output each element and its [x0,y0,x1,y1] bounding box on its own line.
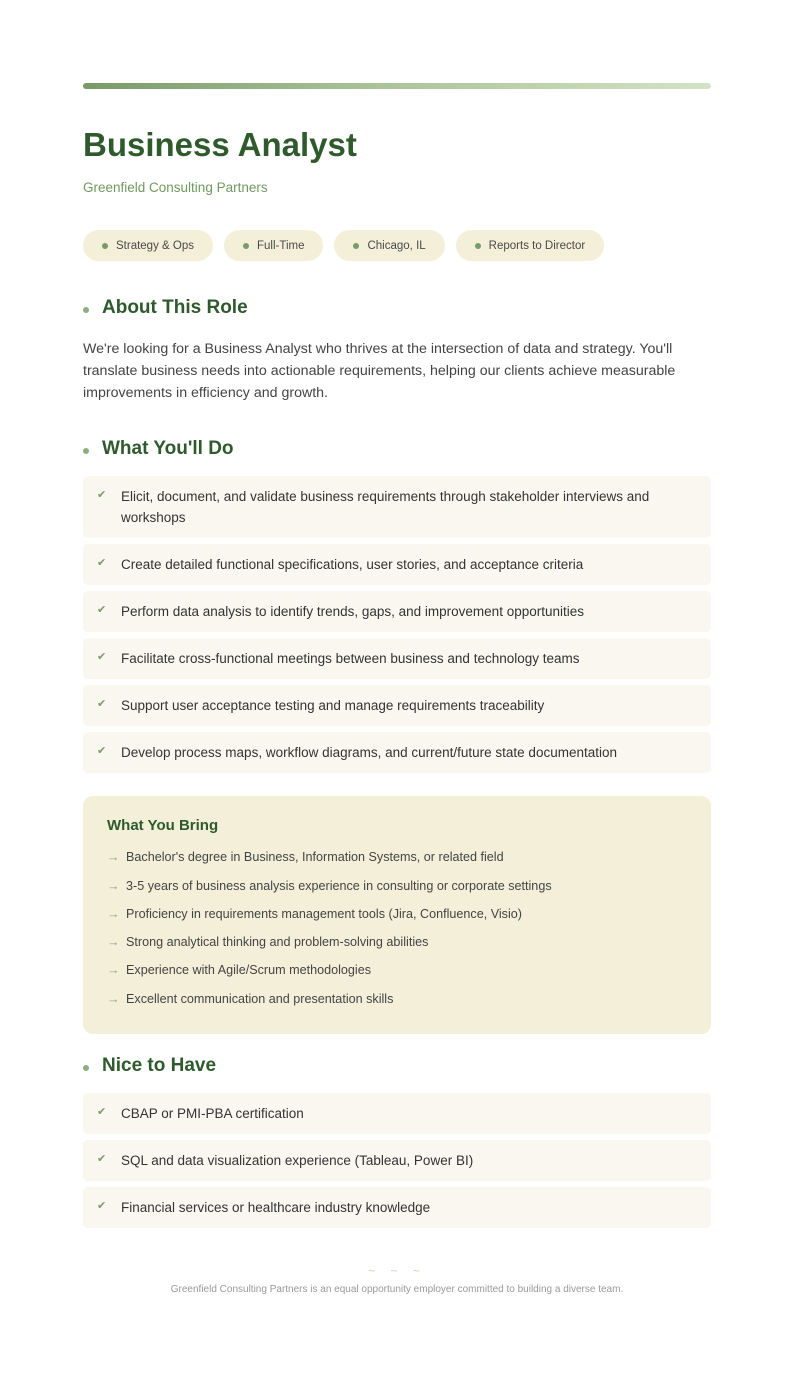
check-icon: ✔ [97,557,107,570]
bullet-dot-icon [83,307,89,313]
list-item-text: Financial services or healthcare industry knowledge [121,1200,431,1216]
arrow-right-icon: → [107,991,120,1006]
list-item-text: Perform data analysis to identify trends, gaps, and improvement opportunities [121,604,584,620]
list-item-text: 3-5 years of business analysis experience in consulting or corporate settings [126,878,552,893]
tag-label: Full-Time [256,239,305,252]
bullet-dot-icon [353,243,359,249]
list-item-text: Create detailed functional specifications, user stories, and acceptance criteria [121,557,584,573]
list-item-text: Facilitate cross-functional meetings between business and technology teams [121,651,580,667]
requirements-title: What You Bring [107,817,219,835]
nice-to-have-section-heading [83,1055,711,1077]
bullet-dot-icon [475,243,481,249]
check-icon: ✔ [97,489,107,502]
list-item [83,476,711,538]
tag-label: Reports to Director [488,239,586,252]
footer-text: Greenfield Consulting Partners is an equal opportunity employer committed to building a diverse team. [170,1284,624,1296]
arrow-right-icon: → [107,906,120,921]
tag-location [334,230,444,261]
list-item-text: Bachelor's degree in Business, Information Systems, or related field [126,850,504,865]
tag-department [83,230,213,261]
list-item [83,732,711,773]
job-tags [83,230,711,261]
arrow-right-icon: → [107,963,120,978]
list-item-text: Support user acceptance testing and manage requirements traceability [121,698,545,714]
check-icon: ✔ [97,1153,107,1166]
tag-reporting [456,230,605,261]
list-item [83,591,711,632]
section-title: Nice to Have [102,1055,217,1077]
list-item-text: Strong analytical thinking and problem-solving abilities [126,935,429,950]
section-title: About This Role [102,297,248,319]
list-item [83,544,711,585]
list-item-text: Excellent communication and presentation skills [126,991,394,1006]
nice-to-have-list [83,1093,711,1228]
list-item [107,990,687,1008]
list-item-text: CBAP or PMI-PBA certification [121,1106,304,1122]
about-section-heading [83,297,711,319]
tag-employment-type [224,230,324,261]
bullet-dot-icon [83,448,89,454]
list-item-text: Develop process maps, workflow diagrams, and current/future state documentation [121,745,617,761]
list-item [107,877,687,895]
tag-label: Strategy & Ops [116,239,194,252]
arrow-right-icon: → [107,850,120,865]
company-name: Greenfield Consulting Partners [83,180,268,196]
list-item [107,961,687,979]
list-item [107,848,687,866]
header-accent-bar [83,83,711,89]
arrow-right-icon: → [107,935,120,950]
section-title: What You'll Do [102,438,234,460]
list-item-text: Elicit, document, and validate business requirements through stakeholder interviews and workshops [121,489,650,526]
check-icon: ✔ [97,698,107,711]
list-item [83,1093,711,1134]
responsibilities-section-heading [83,438,711,460]
list-item-text: Experience with Agile/Scrum methodologies [126,963,372,978]
check-icon: ✔ [97,1200,107,1213]
check-icon: ✔ [97,1106,107,1119]
arrow-right-icon: → [107,878,120,893]
bullet-dot-icon [243,243,249,249]
responsibilities-list [83,476,711,773]
tag-label: Chicago, IL [367,239,426,252]
list-item-text: Proficiency in requirements management tools (Jira, Confluence, Visio) [126,906,522,921]
list-item [107,933,687,951]
list-item [107,905,687,923]
requirements-list [107,848,687,1007]
list-item-text: SQL and data visualization experience (Tableau, Power BI) [121,1153,474,1169]
check-icon: ✔ [97,745,107,758]
about-text: We're looking for a Business Analyst who thrives at the intersection of data and strategy. You'll translate business needs into actionable requirements, helping our clients achieve measurable improvements in efficiency and growth. [83,341,676,402]
list-item [83,1187,711,1228]
job-posting [83,83,711,1295]
requirements-box [83,796,711,1034]
bullet-dot-icon [83,1065,89,1071]
job-title: Business Analyst [83,126,357,163]
check-icon: ✔ [97,651,107,664]
footer-decoration: ~ ~ ~ [368,1264,426,1279]
check-icon: ✔ [97,604,107,617]
list-item [83,685,711,726]
bullet-dot-icon [102,243,108,249]
list-item [83,1140,711,1181]
list-item [83,638,711,679]
